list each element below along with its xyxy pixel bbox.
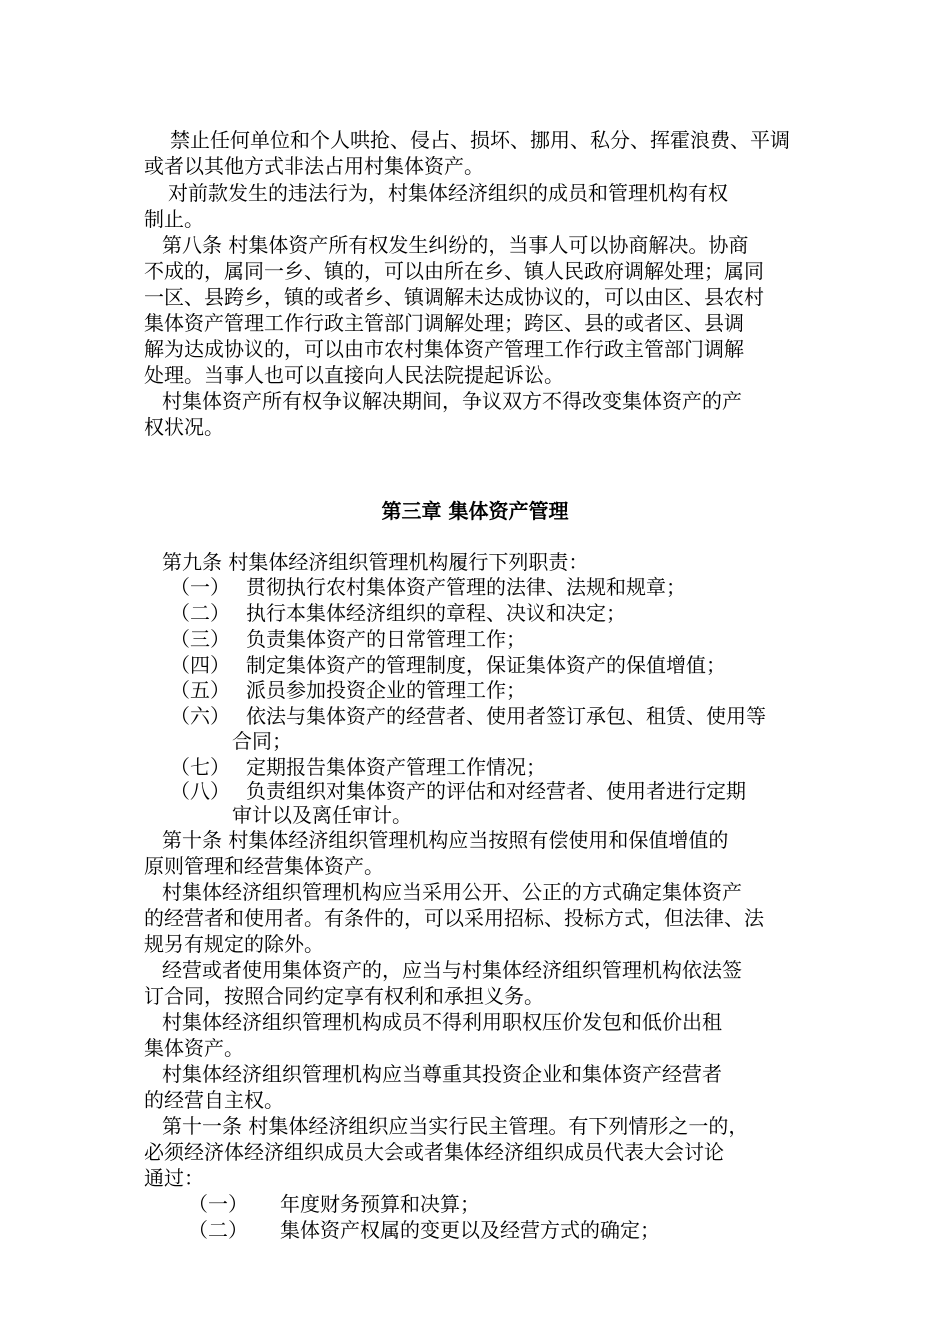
list-item-text: 定期报告集体资产管理工作情况； — [246, 755, 546, 779]
paragraph-line: 的经营自主权。 — [144, 1088, 284, 1112]
article-8-line: 一区、县跨乡，镇的或者乡、镇调解未达成协议的，可以由区、县农村 — [144, 285, 764, 309]
paragraph-line: 禁止任何单位和个人哄抢、侵占、损坏、挪用、私分、挥霍浪费、平调 — [170, 128, 790, 152]
chapter-title: 第三章 集体资产管理 — [381, 499, 569, 523]
list-item-number: （六） — [170, 704, 230, 728]
paragraph-line: 订合同，按照合同约定享有权利和承担义务。 — [144, 984, 544, 1008]
article-8-line: 第八条 村集体资产所有权发生纠纷的，当事人可以协商解决。协商 — [162, 233, 749, 257]
article-10-line: 原则管理和经营集体资产。 — [144, 854, 384, 878]
paragraph-line: 村集体资产所有权争议解决期间，争议双方不得改变集体资产的产 — [162, 389, 742, 413]
article-11-line: 第十一条 村集体经济组织应当实行民主管理。有下列情形之一的， — [162, 1114, 749, 1138]
list-item-number: （八） — [170, 779, 230, 803]
list-item-number: （一） — [188, 1192, 248, 1216]
paragraph-line: 集体资产。 — [144, 1036, 244, 1060]
list-item-text: 集体资产权属的变更以及经营方式的确定； — [280, 1218, 660, 1242]
article-11-line: 必须经济体经济组织成员大会或者集体经济组织成员代表大会讨论 — [144, 1140, 724, 1164]
list-item-text: 执行本集体经济组织的章程、决议和决定； — [246, 601, 626, 625]
list-item-text: 负责集体资产的日常管理工作； — [246, 627, 526, 651]
article-9-intro: 第九条 村集体经济组织管理机构履行下列职责： — [162, 550, 589, 574]
list-item-number: （七） — [170, 755, 230, 779]
paragraph-line: 村集体经济组织管理机构成员不得利用职权压价发包和低价出租 — [162, 1010, 722, 1034]
article-8-line: 处理。当事人也可以直接向人民法院提起诉讼。 — [144, 363, 564, 387]
paragraph-line: 权状况。 — [144, 415, 224, 439]
paragraph-line: 的经营者和使用者。有条件的，可以采用招标、投标方式，但法律、法 — [144, 906, 764, 930]
list-item-text-continued: 审计以及离任审计。 — [232, 803, 412, 827]
article-10-line: 第十条 村集体经济组织管理机构应当按照有偿使用和保值增值的 — [162, 828, 729, 852]
list-item-text: 制定集体资产的管理制度，保证集体资产的保值增值； — [246, 653, 726, 677]
paragraph-line: 对前款发生的违法行为，村集体经济组织的成员和管理机构有权 — [168, 181, 728, 205]
list-item-number: （三） — [170, 627, 230, 651]
article-8-line: 不成的，属同一乡、镇的，可以由所在乡、镇人民政府调解处理；属同 — [144, 259, 764, 283]
list-item-text-continued: 合同； — [232, 729, 292, 753]
paragraph-line: 经营或者使用集体资产的，应当与村集体经济组织管理机构依法签 — [162, 958, 742, 982]
paragraph-line: 规另有规定的除外。 — [144, 932, 324, 956]
list-item-number: （二） — [188, 1218, 248, 1242]
list-item-number: （一） — [170, 575, 230, 599]
list-item-text: 年度财务预算和决算； — [280, 1192, 480, 1216]
list-item-number: （四） — [170, 653, 230, 677]
article-8-line: 解为达成协议的，可以由市农村集体资产管理工作行政主管部门调解 — [144, 337, 744, 361]
list-item-number: （五） — [170, 678, 230, 702]
list-item-text: 贯彻执行农村集体资产管理的法律、法规和规章； — [246, 575, 686, 599]
paragraph-line: 村集体经济组织管理机构应当采用公开、公正的方式确定集体资产 — [162, 880, 742, 904]
paragraph-line: 或者以其他方式非法占用村集体资产。 — [144, 154, 484, 178]
article-11-line: 通过： — [144, 1166, 204, 1190]
list-item-text: 负责组织对集体资产的评估和对经营者、使用者进行定期 — [246, 779, 746, 803]
list-item-text: 依法与集体资产的经营者、使用者签订承包、租赁、使用等 — [246, 704, 766, 728]
article-8-line: 集体资产管理工作行政主管部门调解处理；跨区、县的或者区、县调 — [144, 311, 744, 335]
paragraph-line: 村集体经济组织管理机构应当尊重其投资企业和集体资产经营者 — [162, 1062, 722, 1086]
paragraph-line: 制止。 — [144, 207, 204, 231]
list-item-text: 派员参加投资企业的管理工作； — [246, 678, 526, 702]
list-item-number: （二） — [170, 601, 230, 625]
